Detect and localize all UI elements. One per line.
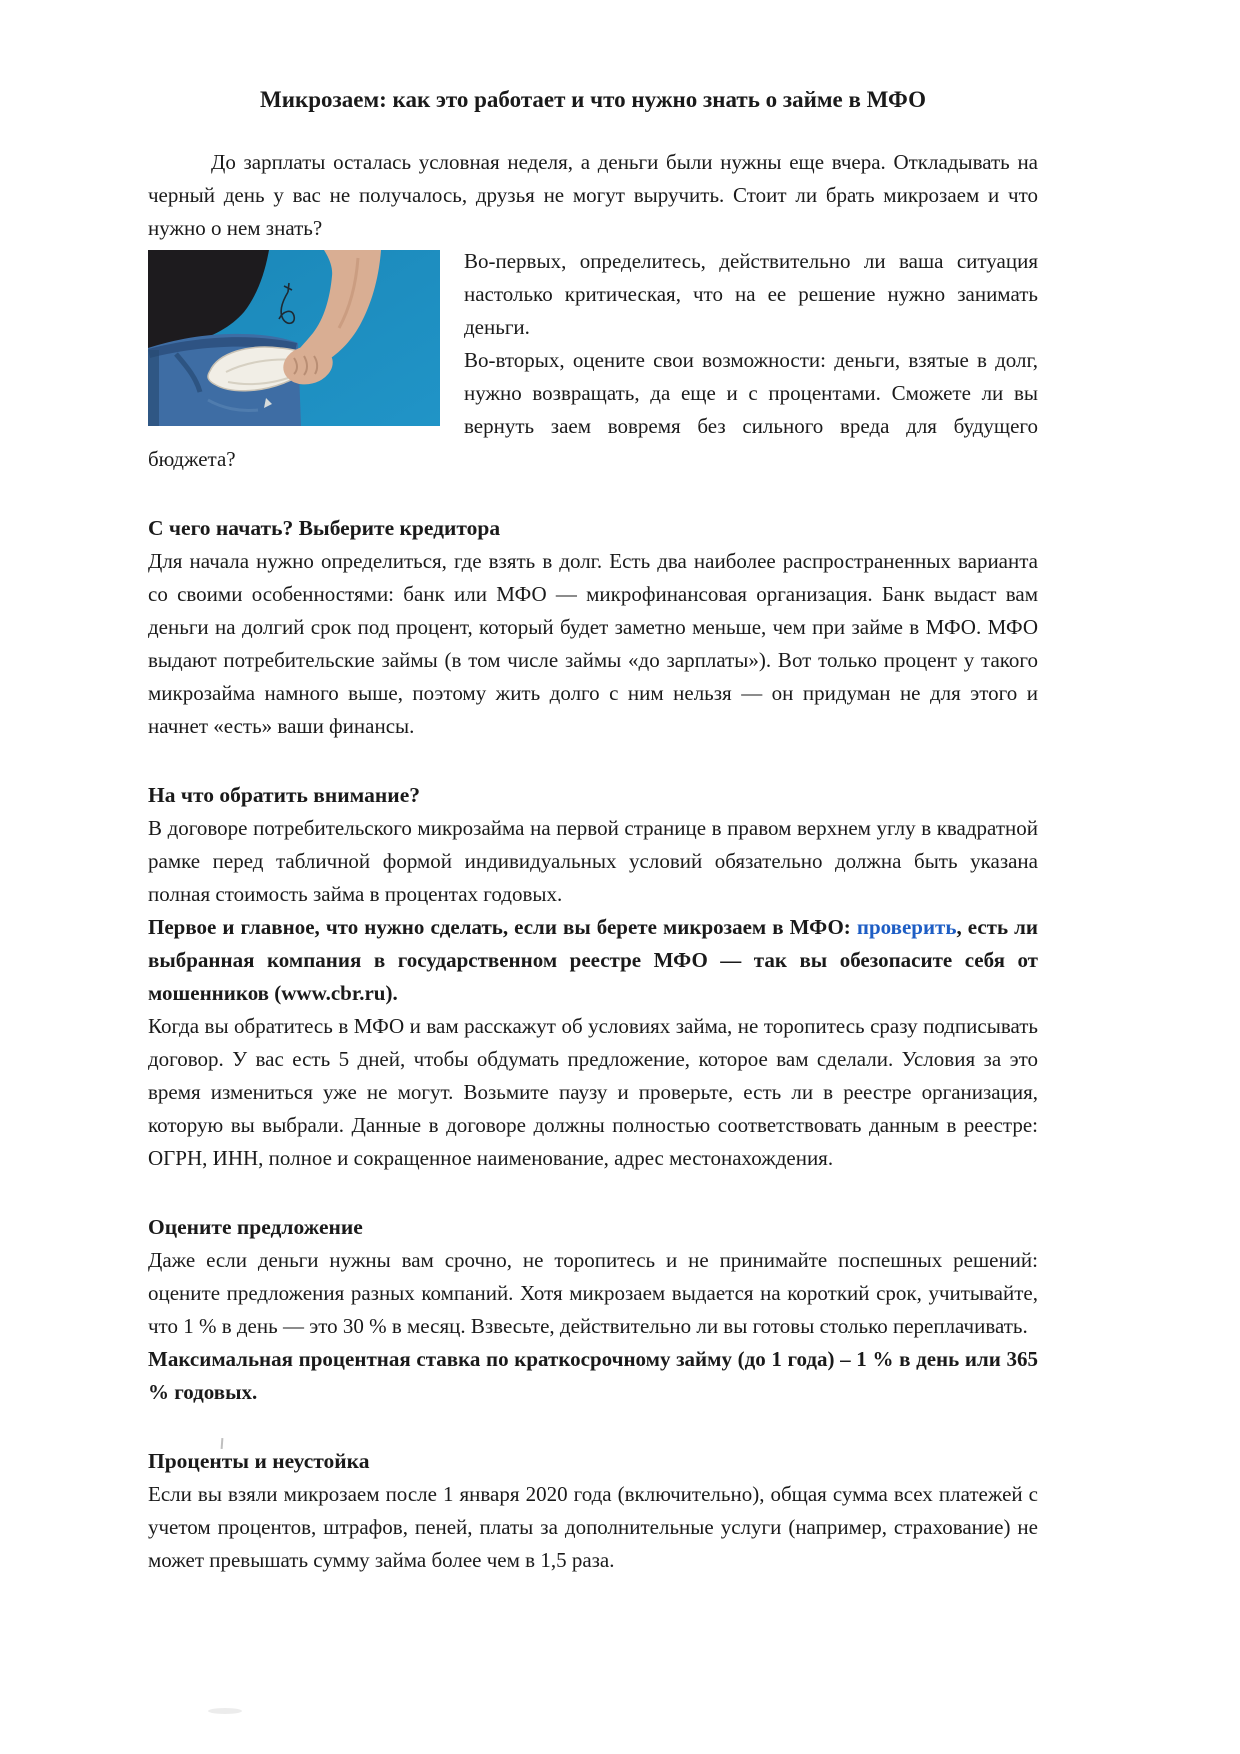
registry-check-link[interactable]: проверить [856, 915, 957, 939]
attention-bold-paragraph [148, 911, 1038, 1010]
intro-photo-block [148, 245, 1038, 476]
photo-jeans-shadow [148, 350, 159, 426]
section-heading-evaluate-offer: Оцените предложение [148, 1215, 363, 1239]
section-heading-interest-penalty: Проценты и неустойка [148, 1449, 370, 1473]
intro-wrap-paragraph-1: Во-первых, определитесь, действительно ли ваша ситуация настолько критическая, что на ее решение нужно занимать деньги. [464, 249, 1038, 339]
evaluate-offer-paragraph: Даже если деньги нужны вам срочно, не торопитесь и не принимайте поспешных решений: оцените предложения разных компаний. Хотя микрозаем выдается на короткий срок, учитывайте, что 1 % в день — это 30 % в месяц. Взвесьте, действительно ли вы готовы столько переплачивать. [148, 1248, 1038, 1338]
section-heading-attention: На что обратить внимание? [148, 783, 420, 807]
empty-pocket-illustration [148, 250, 440, 426]
bold-text-suffix: , есть ли выбранная компания в государственном реестре МФО — так вы обезопасите себя от мошенников (www.cbr.ru). [148, 915, 1038, 1005]
attention-paragraph-1: В договоре потребительского микрозайма на первой странице в правом верхнем углу в квадратной рамке перед табличной формой индивидуальных условий обязательно должна быть указана полная стоимость займа в процентах годовых. [148, 816, 1038, 906]
document-content [148, 84, 1038, 1577]
intro-paragraph: До зарплаты осталась условная неделя, а деньги были нужны еще вчера. Откладывать на черный день у вас не получалось, друзья не могут выручить. Стоит ли брать микрозаем и что нужно о нем знать? [148, 150, 1038, 240]
page-title: Микрозаем: как это работает и что нужно знать о займе в МФО [260, 87, 926, 112]
choose-creditor-paragraph: Для начала нужно определиться, где взять в долг. Есть два наиболее распространенных варианта со своими особенностями: банк или МФО — микрофинансовая организация. Банк выдаст вам деньги на долгий срок под процент, который будет заметно меньше, чем при займе в МФО. МФО выдают потребительские займы (в том числе займы «до зарплаты»). Вот только процент у такого микрозайма намного выше, поэтому жить долго с ним нельзя — он придуман не для этого и начнет «есть» ваши финансы. [148, 549, 1038, 738]
interest-penalty-paragraph: Если вы взяли микрозаем после 1 января 2020 года (включительно), общая сумма всех платежей с учетом процентов, штрафов, пеней, платы за дополнительные услуги (например, страхование) не может превышать сумму займа более чем в 1,5 раза. [148, 1482, 1038, 1572]
empty-pocket-photo [148, 250, 440, 426]
attention-paragraph-2: Когда вы обратитесь в МФО и вам расскажут об условиях займа, не торопитесь сразу подписывать договор. У вас есть 5 дней, чтобы обдумать предложение, которое вам сделали. Условия за это время измениться уже не могут. Возьмите паузу и проверьте, есть ли в реестре организация, которую вы выбрали. Данные в договоре должны полностью соответствовать данным в реестре: ОГРН, ИНН, полное и сокращенное наименование, адрес местонахождения. [148, 1014, 1038, 1170]
section-heading-choose-creditor: С чего начать? Выберите кредитора [148, 516, 501, 540]
intro-wrap-paragraph-2: Во-вторых, оцените свои возможности: деньги, взятые в долг, нужно возвращать, да еще и с процентами. Сможете ли вы вернуть заем вовремя без сильного вреда для будущего бюджета? [148, 348, 1038, 471]
max-rate-bold-paragraph: Максимальная процентная ставка по краткосрочному займу (до 1 года) – 1 % в день или 365 % годовых. [148, 1347, 1038, 1404]
bold-text-prefix: Первое и главное, что нужно сделать, если вы берете микрозаем в МФО: [148, 915, 857, 939]
scan-artifact-smudge [208, 1708, 242, 1714]
